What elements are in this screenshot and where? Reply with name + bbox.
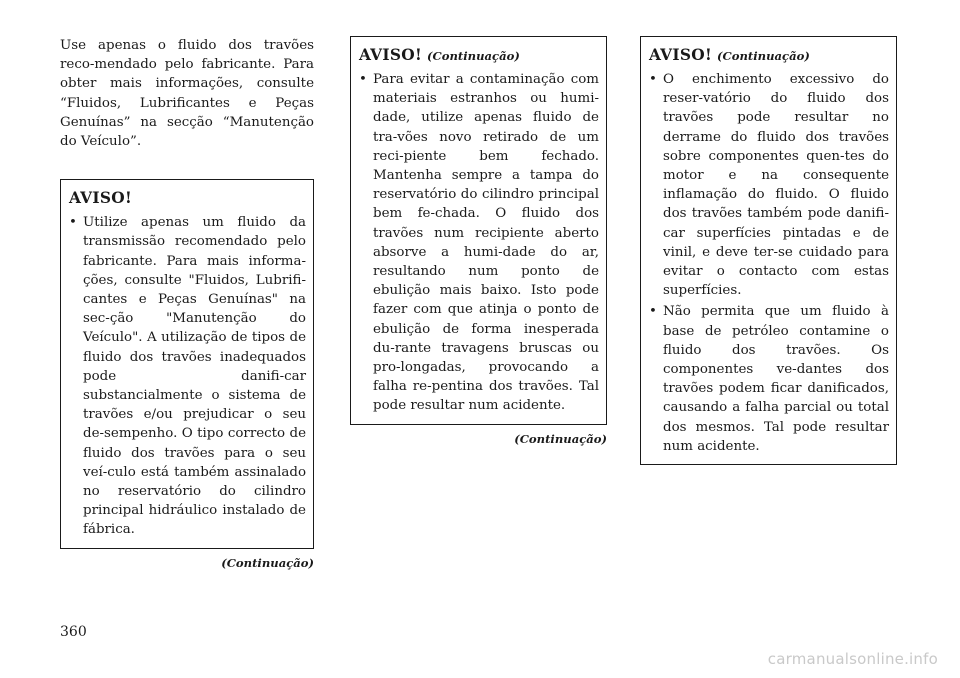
warning-continuation: (Continuação) (717, 49, 810, 63)
warning-list (69, 213, 306, 539)
warning-box-3 (640, 36, 897, 465)
warning-title: AVISO! (359, 46, 423, 64)
warning-header (69, 188, 306, 207)
warning-header (649, 45, 889, 64)
warning-item: • Para evitar a contaminação com materiais estranhos ou humi-dade, utilize apenas fluido de tra-vões novo retirado de um reci-piente bem fechado. Mantenha sempre a tampa do reservatório do cilindro principal bem fe-chada. O fluido dos travões num recipiente aberto absorve a humi-dade do ar, resultando num ponto de ebulição mais baixo. Isto pode fazer com que atinja o ponto de ebulição de forma inesperada du-rante travagens bruscas ou pro-longadas, provocando a falha re-pentina dos travões. Tal pode resultar num acidente. (359, 70, 599, 416)
continued-label: (Continuação) (221, 555, 314, 570)
warning-item: • Utilize apenas um fluido da transmissão recomendado pelo fabricante. Para mais informa-ções, consulte "Fluidos, Lubrifi-cantes e Peças Genuínas" na sec-ção "Manutenção do Veículo". A utilização de tipos de fluido dos travões inadequados pode danifi-car substancialmente o sistema de travões e/ou prejudicar o seu de-sempenho. O tipo correcto de fluido dos travões para o seu veí-culo está também assinalado no reservatório do cilindro principal hidráulico instalado de fábrica. (69, 213, 306, 539)
continued-label: (Continuação) (514, 431, 607, 446)
warning-item: • O enchimento excessivo do reser-vatório do fluido dos travões pode resultar no derrame do fluido dos travões sobre componentes quen-tes do motor e na consequente inflamação do fluido. O fluido dos travões também pode danifi-car superfícies pintadas e de vinil, e deve ter-se cuidado para evitar o contacto com estas superfícies. (649, 70, 889, 300)
warning-header (359, 45, 599, 64)
warning-list (359, 70, 599, 416)
warning-continuation: (Continuação) (427, 49, 520, 63)
page-number: 360 (60, 624, 87, 640)
column-right (640, 36, 897, 465)
warning-box-2 (350, 36, 607, 425)
column-middle (350, 36, 607, 446)
warning-box-1 (60, 179, 314, 548)
warning-item: • Não permita que um fluido à base de petróleo contamine o fluido dos travões. Os componentes ve-dantes dos travões podem ficar danificados, causando a falha parcial ou total dos mesmos. Tal pode resultar num acidente. (649, 302, 889, 456)
intro-paragraph: Use apenas o fluido dos travões reco-mendado pelo fabricante. Para obter mais informações, consulte “Fluidos, Lubrificantes e Peças Genuínas” na secção “Manutenção do Veículo”. (60, 38, 314, 150)
warning-list (649, 70, 889, 456)
warning-title: AVISO! (69, 189, 133, 208)
warning-title: AVISO! (649, 46, 713, 64)
column-left (60, 36, 314, 570)
watermark: carmanualsonline.info (767, 650, 938, 668)
